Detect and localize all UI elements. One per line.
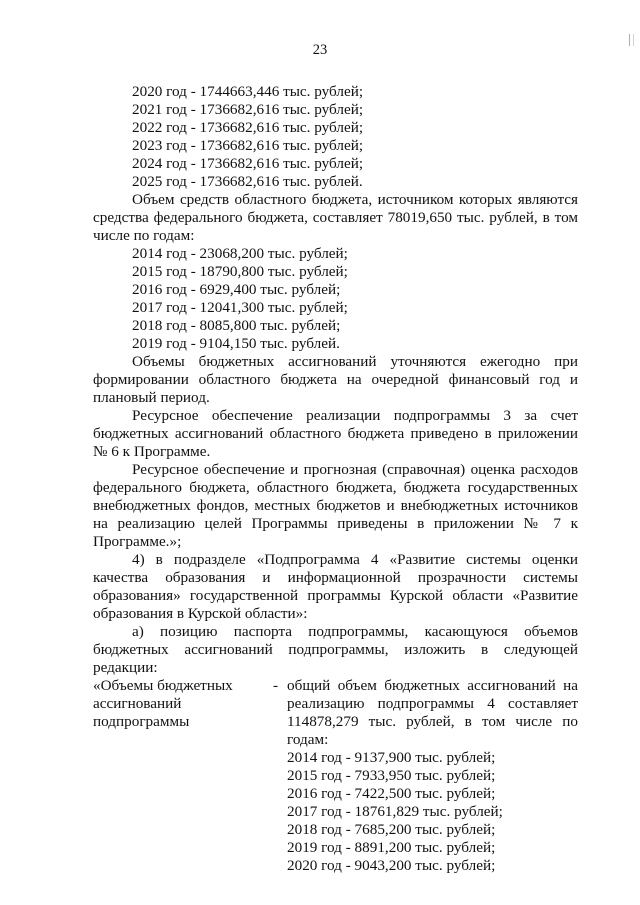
passport-value-line: реализацию подпрограммы 4 составляет: [287, 695, 578, 712]
passport-position: [93, 677, 578, 875]
year-line: 2020 год - 1744663,446 тыс. рублей;: [132, 83, 364, 100]
year-line: 2021 год - 1736682,616 тыс. рублей;: [132, 101, 364, 118]
page-body: [93, 83, 578, 875]
paragraph-line: средства федерального бюджета, составляет 78019,650 тыс. рублей, в том: [93, 209, 578, 226]
federal-years-list: [93, 245, 578, 353]
federal-funds-paragraph: [93, 191, 578, 245]
paragraph-line: бюджетных ассигнований областного бюджета приведено в приложении: [93, 425, 578, 442]
paragraph-line: редакции:: [93, 659, 158, 676]
paragraph-line: Объемы бюджетных ассигнований уточняются ежегодно при: [132, 353, 578, 370]
year-line: 2025 год - 1736682,616 тыс. рублей.: [132, 173, 363, 190]
year-line: 2016 год - 7422,500 тыс. рублей;: [287, 785, 496, 802]
forecast-paragraph: [93, 461, 578, 551]
year-line: 2024 год - 1736682,616 тыс. рублей;: [132, 155, 364, 172]
paragraph-line: образования» государственной программы Курской области «Развитие: [93, 587, 578, 604]
year-line: 2014 год - 9137,900 тыс. рублей;: [287, 749, 496, 766]
paragraph-line: а) позицию паспорта подпрограммы, касающуюся объемов: [132, 623, 578, 640]
top-years-list: [93, 83, 578, 191]
page-number: 23: [312, 42, 328, 58]
year-line: 2018 год - 7685,200 тыс. рублей;: [287, 821, 496, 838]
paragraph-line: № 6 к Программе.: [93, 443, 211, 460]
year-line: 2017 год - 12041,300 тыс. рублей;: [132, 299, 348, 316]
year-line: 2019 год - 8891,200 тыс. рублей;: [287, 839, 496, 856]
passport-value-line: 114878,279 тыс. рублей, в том числе по: [287, 713, 578, 730]
passport-label-line: ассигнований: [93, 695, 182, 712]
paragraph-line: Ресурсное обеспечение и прогнозная (справочная) оценка расходов: [132, 461, 578, 478]
passport-years-list: [287, 749, 578, 875]
passport-value-line: годам:: [287, 731, 329, 748]
paragraph-line: Объем средств областного бюджета, источником которых являются: [132, 191, 578, 208]
passport-label-line: «Объемы бюджетных: [93, 677, 233, 694]
paragraph-line: 4) в подразделе «Подпрограмма 4 «Развитие системы оценки: [132, 551, 578, 568]
paragraph-line: числе по годам:: [93, 227, 195, 244]
year-line: 2019 год - 9104,150 тыс. рублей.: [132, 335, 340, 352]
passport-label: [93, 677, 273, 731]
volumes-paragraph: [93, 353, 578, 407]
resource-paragraph: [93, 407, 578, 461]
paragraph-line: на реализацию целей Программы приведены в приложении № 7 к: [93, 515, 578, 532]
year-line: 2015 год - 18790,800 тыс. рублей;: [132, 263, 348, 280]
passport-value-line: общий объем бюджетных ассигнований на: [287, 677, 578, 694]
year-line: 2015 год - 7933,950 тыс. рублей;: [287, 767, 496, 784]
paragraph-line: Ресурсное обеспечение реализации подпрограммы 3 за счет: [132, 407, 578, 424]
year-line: 2016 год - 6929,400 тыс. рублей;: [132, 281, 341, 298]
paragraph-line: плановый период.: [93, 389, 210, 406]
paragraph-line: качества образования и информационной прозрачности системы: [93, 569, 578, 586]
year-line: 2018 год - 8085,800 тыс. рублей;: [132, 317, 341, 334]
passport-dash: -: [273, 677, 279, 694]
paragraph-line: образования в Курской области»:: [93, 605, 308, 622]
passport-label-line: подпрограммы: [93, 713, 190, 730]
paragraph-line: Программе.»;: [93, 533, 182, 550]
year-line: 2014 год - 23068,200 тыс. рублей;: [132, 245, 348, 262]
paragraph-line: формировании областного бюджета на очередной финансовый год и: [93, 371, 578, 388]
passport-value: [287, 677, 578, 875]
scan-edge-mark: [629, 34, 634, 46]
year-line: 2020 год - 9043,200 тыс. рублей;: [287, 857, 496, 874]
item-4-paragraph: [93, 551, 578, 623]
year-line: 2022 год - 1736682,616 тыс. рублей;: [132, 119, 364, 136]
item-a-paragraph: [93, 623, 578, 677]
year-line: 2017 год - 18761,829 тыс. рублей;: [287, 803, 503, 820]
paragraph-line: внебюджетных фондов, местных бюджетов и внебюджетных источников: [93, 497, 578, 514]
paragraph-line: федерального бюджета, областного бюджета, бюджета государственных: [93, 479, 578, 496]
paragraph-line: бюджетных ассигнований подпрограммы, изложить в следующей: [93, 641, 578, 658]
year-line: 2023 год - 1736682,616 тыс. рублей;: [132, 137, 364, 154]
